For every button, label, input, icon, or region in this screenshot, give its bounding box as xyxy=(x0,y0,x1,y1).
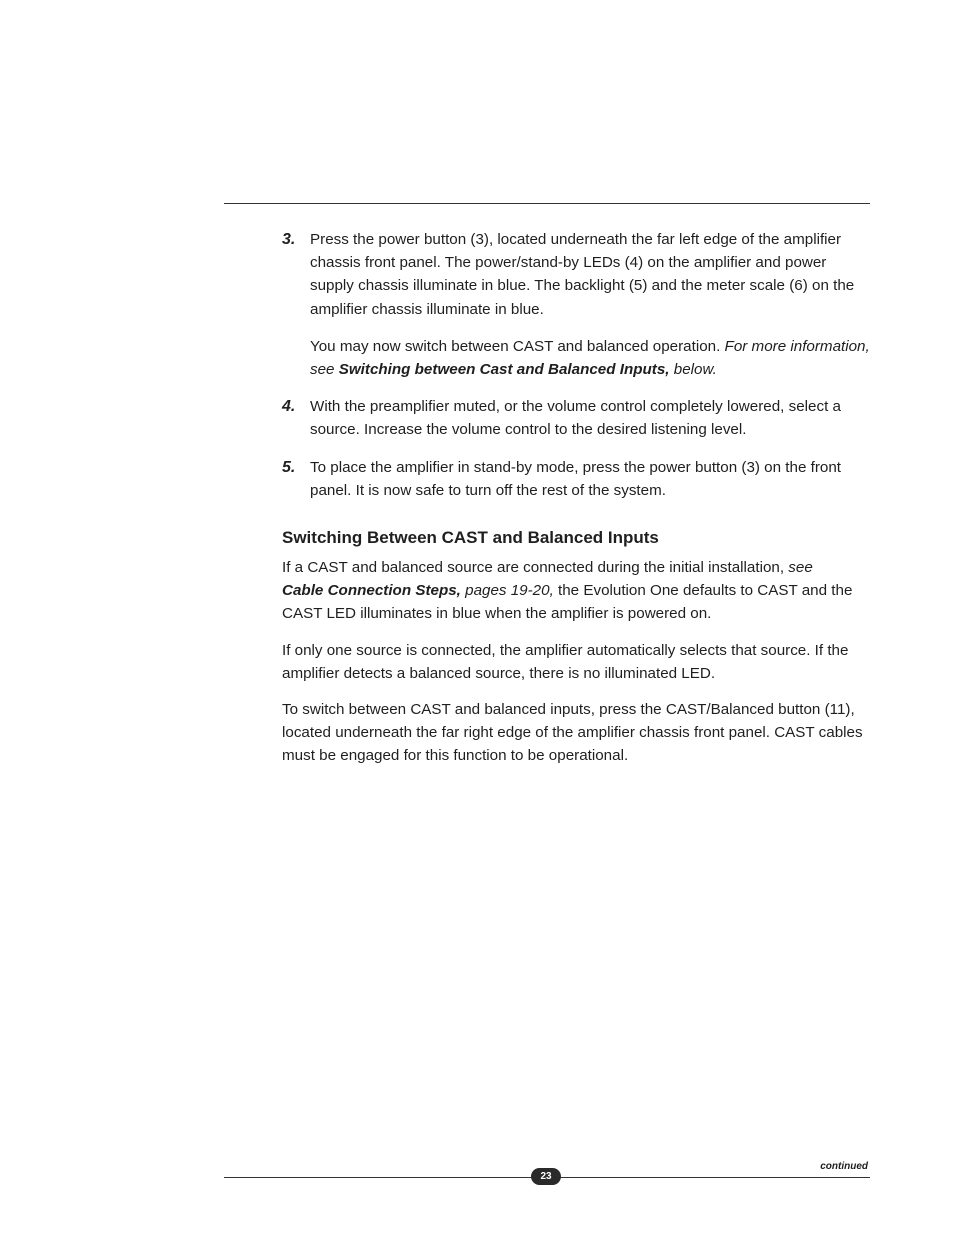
para1-text-a: If a CAST and balanced source are connected during the initial installation, xyxy=(282,559,789,577)
step-text: Press the power button (3), located underneath the far left edge of the amplifier chassis front panel. The power/stand-by LEDs (4) on the amplifier and power supply chassis illuminate in blue. The backlight (5) and the meter scale (6) on the amplifier chassis illuminate in blue. xyxy=(310,231,855,318)
page-number-badge: 23 xyxy=(531,1168,561,1185)
para1-cross-reference: Cable Connection Steps, xyxy=(282,582,461,600)
step-number: 5. xyxy=(282,458,296,476)
note-text: You may now switch between CAST and balanced operation. xyxy=(310,337,725,355)
note-italic-lead: For more information, see xyxy=(310,337,870,379)
step-text: To place the amplifier in stand-by mode, press the power button (3) on the front panel. It is now safe to turn off the rest of the system. xyxy=(310,458,842,499)
step-text: With the preamplifier muted, or the volume control completely lowered, select a source. Increase the volume control to the desired listening level. xyxy=(310,398,841,439)
note-cross-reference: Switching between Cast and Balanced Inputs, xyxy=(338,361,670,379)
para1-text-e: the Evolution One defaults to CAST and the CAST LED illuminates in blue when the amplifier is powered on. xyxy=(282,582,853,623)
continued-label: continued xyxy=(820,1161,868,1172)
step-3-note xyxy=(282,335,872,381)
header-rule xyxy=(224,203,870,204)
step-3 xyxy=(282,228,872,321)
section-paragraph-2: If only one source is connected, the amplifier automatically selects that source. If the amplifier detects a balanced source, there is no illuminated LED. xyxy=(282,641,849,682)
step-number: 3. xyxy=(282,231,296,248)
section-heading: Switching Between CAST and Balanced Inputs xyxy=(282,528,659,548)
section-paragraph-1 xyxy=(282,556,872,626)
para1-pages: pages 19-20, xyxy=(460,582,554,600)
step-5 xyxy=(282,456,872,502)
section-paragraph-3: To switch between CAST and balanced inputs, press the CAST/Balanced button (11), located underneath the far right edge of the amplifier chassis front panel. CAST cables must be engaged for this function to be operational. xyxy=(282,701,863,765)
para1-see: see xyxy=(788,559,813,577)
step-4 xyxy=(282,395,872,441)
note-italic-tail: below. xyxy=(669,361,717,379)
step-number: 4. xyxy=(282,398,296,416)
page-content xyxy=(282,228,872,781)
